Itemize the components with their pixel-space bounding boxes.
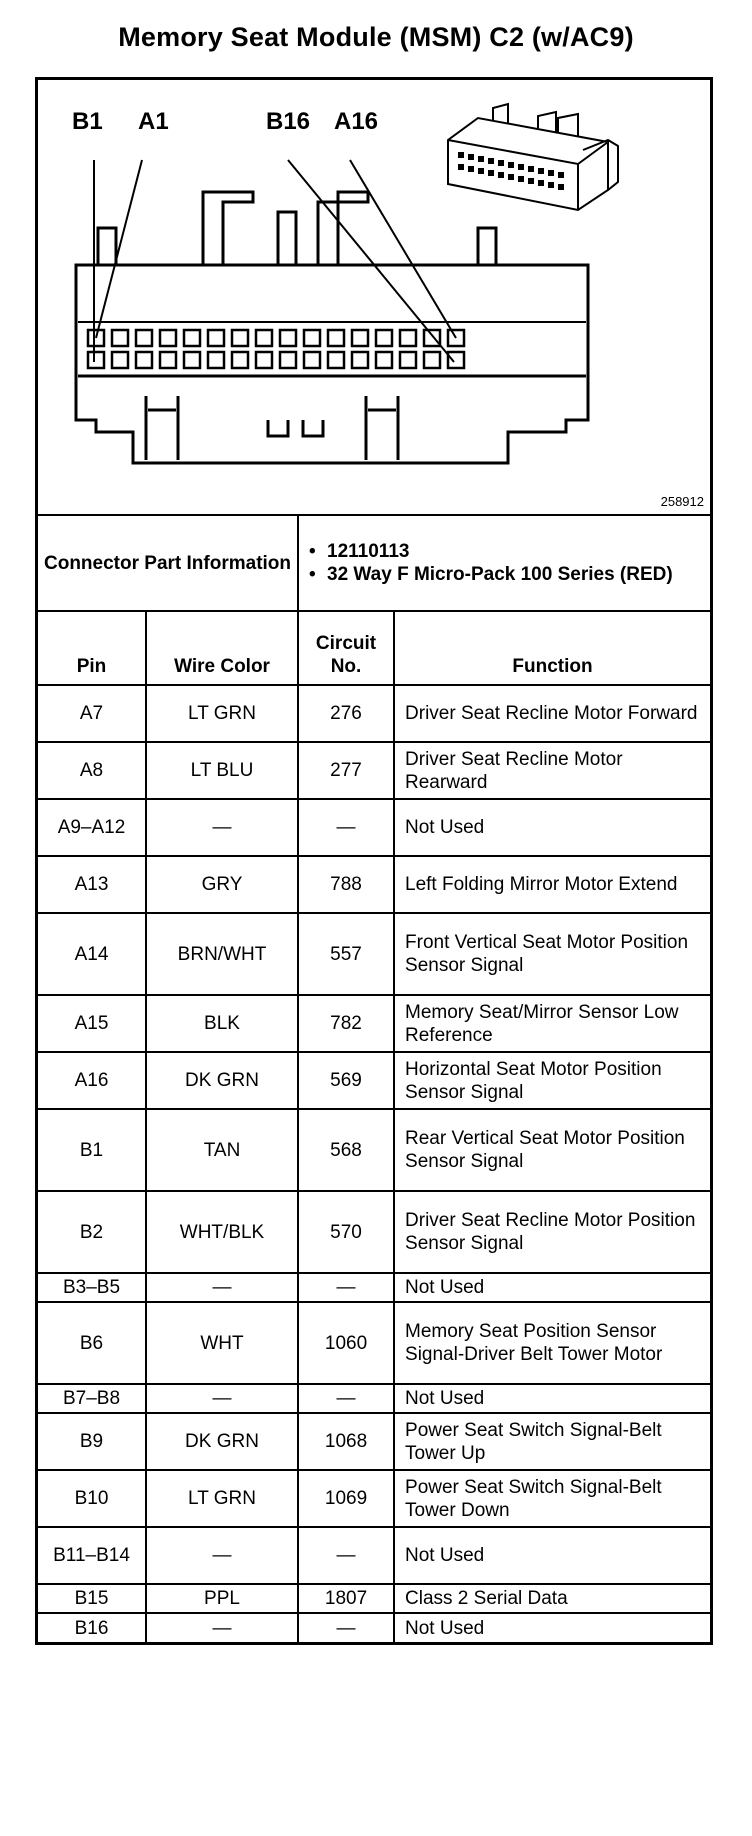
circuit-cell: 568: [298, 1109, 394, 1191]
table-row: [38, 1613, 710, 1642]
wire-color-cell: —: [146, 799, 298, 856]
circuit-cell: 1807: [298, 1584, 394, 1613]
pin-cell: B7–B8: [38, 1384, 146, 1413]
column-header-function: Function: [394, 611, 710, 685]
pinout-table: [38, 516, 710, 1642]
wire-color-cell: —: [146, 1384, 298, 1413]
pin-cell: A15: [38, 995, 146, 1052]
pin-cell: B16: [38, 1613, 146, 1642]
function-cell: Not Used: [394, 1273, 710, 1302]
wire-color-cell: —: [146, 1527, 298, 1584]
table-header-row: [38, 611, 710, 685]
table-row: [38, 1413, 710, 1470]
pin-cell: A8: [38, 742, 146, 799]
table-row: [38, 1384, 710, 1413]
pin-cell: A14: [38, 913, 146, 995]
wire-color-cell: BLK: [146, 995, 298, 1052]
table-row: [38, 1470, 710, 1527]
table-row: [38, 856, 710, 913]
circuit-cell: 782: [298, 995, 394, 1052]
pin-cell: B1: [38, 1109, 146, 1191]
wire-color-cell: —: [146, 1613, 298, 1642]
function-cell: Memory Seat/Mirror Sensor Low Reference: [394, 995, 710, 1052]
table-row: [38, 1302, 710, 1384]
pin-cell: B9: [38, 1413, 146, 1470]
table-row: [38, 995, 710, 1052]
connector-info-heading: Connector Part Information: [38, 516, 298, 611]
circuit-cell: —: [298, 799, 394, 856]
function-cell: Rear Vertical Seat Motor Position Sensor Signal: [394, 1109, 710, 1191]
page-title: Memory Seat Module (MSM) C2 (w/AC9): [118, 22, 634, 52]
circuit-cell: —: [298, 1384, 394, 1413]
pin-label-b1: B1: [72, 108, 103, 135]
circuit-cell: 788: [298, 856, 394, 913]
pin-label-a16: A16: [334, 108, 379, 135]
figure-id: 258912: [660, 494, 704, 509]
wire-color-cell: DK GRN: [146, 1413, 298, 1470]
connector-info-row: [38, 516, 710, 611]
function-cell: Not Used: [394, 1384, 710, 1413]
function-cell: Class 2 Serial Data: [394, 1584, 710, 1613]
pin-cell: B3–B5: [38, 1273, 146, 1302]
pin-cell: A13: [38, 856, 146, 913]
wire-color-cell: WHT/BLK: [146, 1191, 298, 1273]
pin-label-a1: A1: [138, 108, 169, 135]
table-row: [38, 742, 710, 799]
pin-cell: B10: [38, 1470, 146, 1527]
table-row: [38, 1527, 710, 1584]
circuit-cell: 276: [298, 685, 394, 742]
wire-color-cell: TAN: [146, 1109, 298, 1191]
circuit-cell: 1068: [298, 1413, 394, 1470]
table-row: [38, 913, 710, 995]
table-row: [38, 1191, 710, 1273]
wire-color-cell: LT GRN: [146, 1470, 298, 1527]
connector-illustration: [38, 80, 710, 512]
pin-cell: B15: [38, 1584, 146, 1613]
function-cell: Not Used: [394, 799, 710, 856]
wire-color-cell: DK GRN: [146, 1052, 298, 1109]
function-cell: Front Vertical Seat Motor Position Sensor Signal: [394, 913, 710, 995]
circuit-cell: —: [298, 1527, 394, 1584]
function-cell: Not Used: [394, 1527, 710, 1584]
function-cell: Not Used: [394, 1613, 710, 1642]
pin-cell: A16: [38, 1052, 146, 1109]
wire-color-cell: WHT: [146, 1302, 298, 1384]
connector-sheet: [35, 77, 713, 1645]
circuit-cell: 1060: [298, 1302, 394, 1384]
column-header-circuit: Circuit No.: [298, 611, 394, 685]
circuit-cell: 570: [298, 1191, 394, 1273]
function-cell: Memory Seat Position Sensor Signal-Driver Belt Tower Motor: [394, 1302, 710, 1384]
column-header-wire-color: Wire Color: [146, 611, 298, 685]
wire-color-cell: PPL: [146, 1584, 298, 1613]
wire-color-cell: —: [146, 1273, 298, 1302]
circuit-cell: 569: [298, 1052, 394, 1109]
table-row: [38, 799, 710, 856]
function-cell: Horizontal Seat Motor Position Sensor Signal: [394, 1052, 710, 1109]
column-header-pin: Pin: [38, 611, 146, 685]
circuit-cell: 557: [298, 913, 394, 995]
pin-cell: B6: [38, 1302, 146, 1384]
circuit-cell: —: [298, 1273, 394, 1302]
pin-cell: B11–B14: [38, 1527, 146, 1584]
table-row: [38, 1584, 710, 1613]
pin-cell: A9–A12: [38, 799, 146, 856]
function-cell: Power Seat Switch Signal-Belt Tower Down: [394, 1470, 710, 1527]
wire-color-cell: BRN/WHT: [146, 913, 298, 995]
function-cell: Power Seat Switch Signal-Belt Tower Up: [394, 1413, 710, 1470]
wire-color-cell: LT GRN: [146, 685, 298, 742]
function-cell: Left Folding Mirror Motor Extend: [394, 856, 710, 913]
function-cell: Driver Seat Recline Motor Forward: [394, 685, 710, 742]
table-row: [38, 685, 710, 742]
table-row: [38, 1052, 710, 1109]
pin-label-b16: B16: [266, 108, 311, 135]
connector-diagram: [38, 80, 710, 516]
pin-cell: B2: [38, 1191, 146, 1273]
connector-type: • 32 Way F Micro-Pack 100 Series (RED): [309, 564, 673, 585]
connector-part-number: • 12110113: [309, 541, 410, 562]
function-cell: Driver Seat Recline Motor Rearward: [394, 742, 710, 799]
circuit-cell: 277: [298, 742, 394, 799]
circuit-cell: 1069: [298, 1470, 394, 1527]
table-row: [38, 1109, 710, 1191]
circuit-cell: —: [298, 1613, 394, 1642]
wire-color-cell: LT BLU: [146, 742, 298, 799]
table-row: [38, 1273, 710, 1302]
pin-cell: A7: [38, 685, 146, 742]
function-cell: Driver Seat Recline Motor Position Sensor Signal: [394, 1191, 710, 1273]
wire-color-cell: GRY: [146, 856, 298, 913]
connector-info: [298, 516, 710, 611]
